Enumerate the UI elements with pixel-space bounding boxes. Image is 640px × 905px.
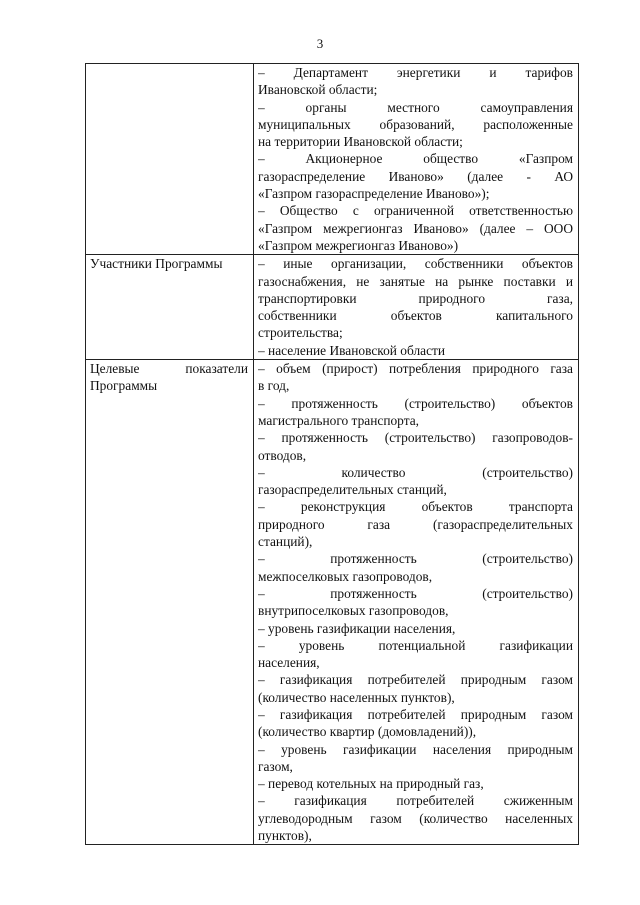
text-line: – реконструкция объектов транспорта bbox=[258, 499, 573, 515]
text-line: «Газпром межрегионгаз Иваново») bbox=[258, 237, 459, 253]
text-line: газораспределительных станций, bbox=[258, 482, 447, 498]
row-content-cell bbox=[254, 360, 579, 845]
text-line: отводов, bbox=[258, 447, 307, 463]
row-label-cell bbox=[86, 360, 254, 845]
text-line: – органы местного самоуправления bbox=[258, 99, 573, 115]
program-passport-table bbox=[85, 63, 579, 845]
text-line: – Департамент энергетики и тарифов bbox=[258, 65, 573, 80]
text-line: углеводородным газом (количество населенных bbox=[258, 810, 573, 826]
text-line: – иные организации, собственники объектов bbox=[258, 256, 573, 272]
text-line: – протяженность (строительство) bbox=[258, 585, 573, 601]
table-row-participants bbox=[86, 255, 579, 360]
text-line: в год, bbox=[258, 378, 290, 394]
text-line: (количество населенных пунктов), bbox=[258, 689, 455, 705]
text-line: межпоселковых газопроводов, bbox=[258, 568, 433, 584]
row-content-cell bbox=[254, 64, 579, 255]
text-line: – газификация потребителей природным газом bbox=[258, 706, 573, 722]
text-line: – протяженность (строительство) bbox=[258, 551, 573, 567]
text-line: – население Ивановской области bbox=[258, 342, 446, 358]
page-number: 3 bbox=[316, 36, 324, 51]
text-line: – уровень газификации населения природным bbox=[258, 741, 573, 757]
text-line: природного газа (газораспределительных bbox=[258, 516, 573, 532]
text-line: – объем (прирост) потребления природного газа bbox=[258, 361, 573, 377]
text-line: – перевод котельных на природный газ, bbox=[258, 776, 484, 792]
text-line: – Общество с ограниченной ответственностью bbox=[258, 203, 573, 219]
text-line: – уровень потенциальной газификации bbox=[258, 637, 573, 653]
text-line: «Газпром газораспределение Иваново»); bbox=[258, 186, 490, 202]
text-line: газоснабжения, не занятые на рынке поставки и bbox=[258, 273, 573, 289]
text-line: «Газпром межрегионгаз Иваново» (далее – ООО bbox=[258, 220, 573, 236]
row-label-cell bbox=[86, 255, 254, 360]
text-line: населения, bbox=[258, 655, 320, 671]
row-label-line: Целевые показатели bbox=[90, 361, 248, 377]
row-label-line: Программы bbox=[90, 378, 158, 394]
row-label-cell bbox=[86, 64, 254, 255]
text-line: транспортировки природного газа, bbox=[258, 290, 573, 306]
text-line: – уровень газификации населения, bbox=[258, 620, 456, 636]
table-row-executors bbox=[86, 64, 579, 255]
text-line: (количество квартир (домовладений)), bbox=[258, 724, 477, 740]
text-line: – количество (строительство) bbox=[258, 464, 573, 480]
text-line: собственники объектов капитального bbox=[258, 308, 573, 324]
text-line: – газификация потребителей природным газом bbox=[258, 672, 573, 688]
text-line: муниципальных образований, расположенные bbox=[258, 116, 573, 132]
row-label-line: Участники Программы bbox=[90, 256, 223, 272]
text-line: газом, bbox=[258, 758, 293, 774]
table-row-target-indicators bbox=[86, 360, 579, 845]
text-line: – газификация потребителей сжиженным bbox=[258, 793, 573, 809]
text-line: Ивановской области; bbox=[258, 82, 378, 98]
row-content-cell bbox=[254, 255, 579, 360]
text-line: – протяженность (строительство) объектов bbox=[258, 395, 573, 411]
text-line: – Акционерное общество «Газпром bbox=[258, 151, 573, 167]
text-line: – протяженность (строительство) газопроводов- bbox=[258, 430, 573, 446]
text-line: станций), bbox=[258, 534, 313, 550]
text-line: магистрального транспорта, bbox=[258, 412, 420, 428]
text-line: на территории Ивановской области; bbox=[258, 134, 463, 150]
text-line: газораспределение Иваново» (далее - АО bbox=[258, 168, 573, 184]
text-line: строительства; bbox=[258, 325, 343, 341]
text-line: пунктов), bbox=[258, 828, 312, 844]
text-line: внутрипоселковых газопроводов, bbox=[258, 603, 449, 619]
